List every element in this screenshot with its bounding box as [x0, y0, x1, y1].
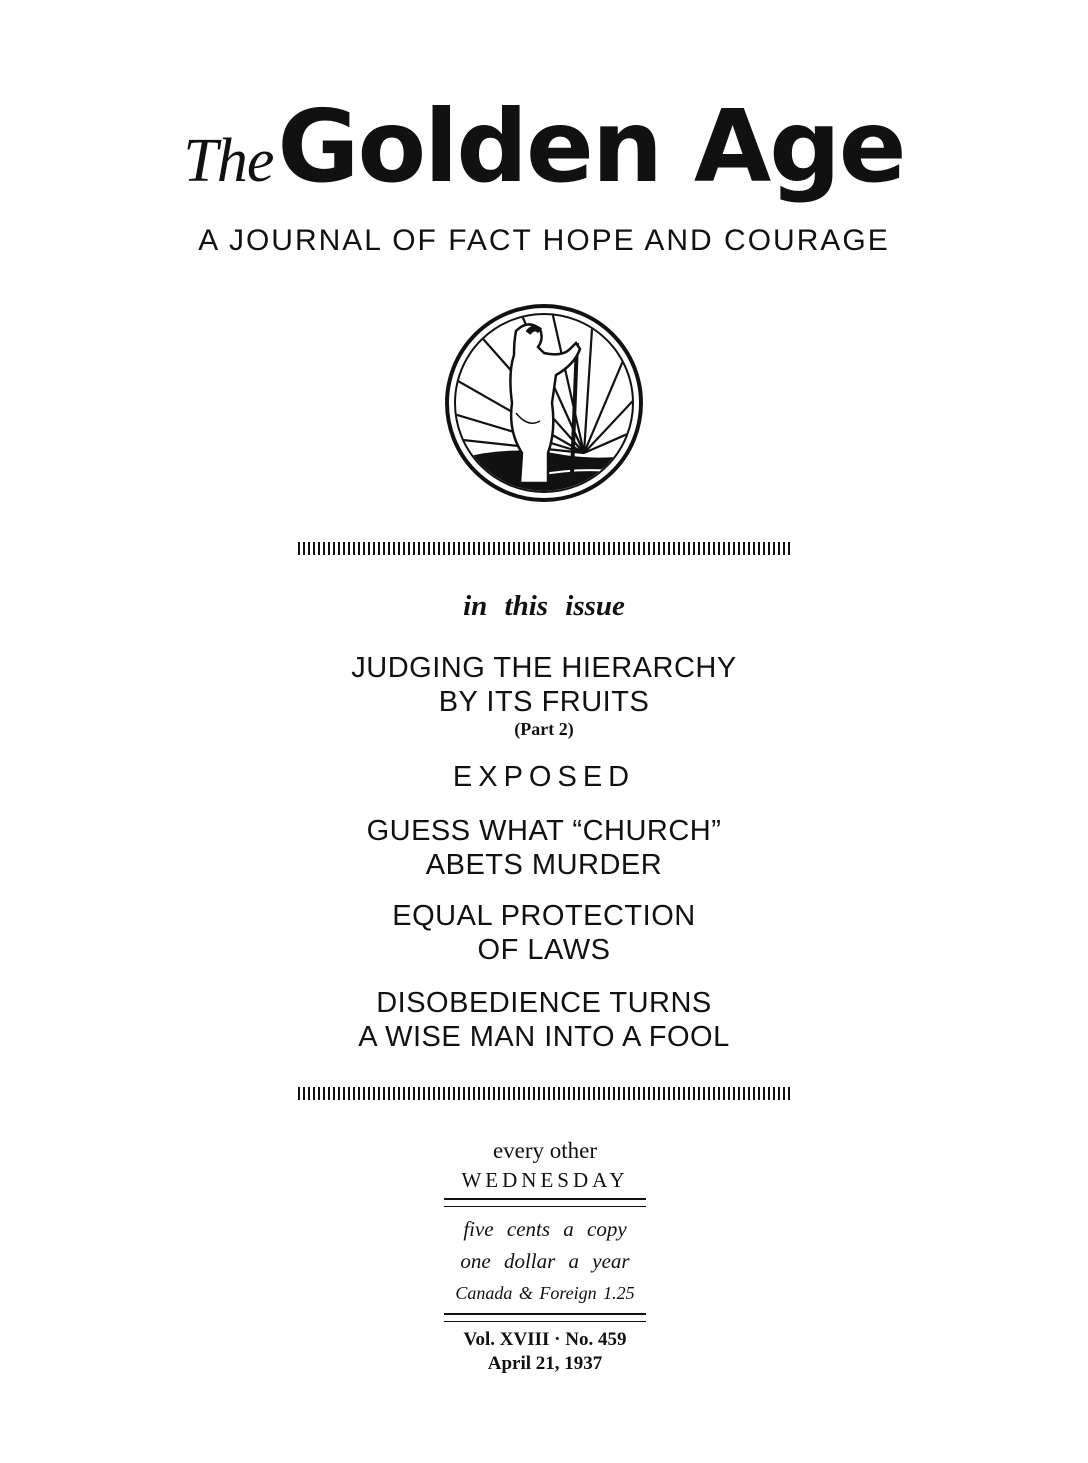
article-title-exposed: EXPOSED [452, 761, 636, 793]
in-this-issue-heading: in this issue [463, 590, 625, 622]
publication-info [444, 1136, 646, 1376]
volume-number: Vol. XVIII · No. 459 [463, 1329, 627, 1350]
frequency-line2: WEDNESDAY [461, 1168, 629, 1192]
masthead-golden-age: Golden Age [277, 88, 905, 205]
issue-date: April 21, 1937 [487, 1353, 603, 1374]
article-title-judging-hierarchy: JUDGING THE HIERARCHY BY ITS FRUITS [351, 652, 737, 718]
article-title-equal-protection: EQUAL PROTECTION OF LAWS [392, 900, 696, 966]
masthead-title [0, 88, 1088, 205]
hatched-divider-bottom [298, 1087, 790, 1100]
article-title-guess-what-church: GUESS WHAT “CHURCH” ABETS MURDER [366, 815, 722, 881]
double-rule-bottom [444, 1313, 646, 1322]
article-part-note: (Part 2) [514, 719, 574, 739]
price-foreign: Canada & Foreign 1.25 [455, 1283, 635, 1303]
article-title-disobedience: DISOBEDIENCE TURNS A WISE MAN INTO A FOOL [358, 987, 730, 1053]
masthead-the: The [183, 127, 274, 195]
price-per-copy: five cents a copy [463, 1217, 627, 1241]
sunrise-figure-emblem-icon [444, 303, 644, 503]
hatched-divider-top [298, 542, 790, 555]
frequency-line1: every other [492, 1138, 598, 1163]
masthead-subtitle: A JOURNAL OF FACT HOPE AND COURAGE [198, 224, 890, 257]
double-rule-top [444, 1198, 646, 1207]
price-per-year: one dollar a year [460, 1249, 630, 1273]
